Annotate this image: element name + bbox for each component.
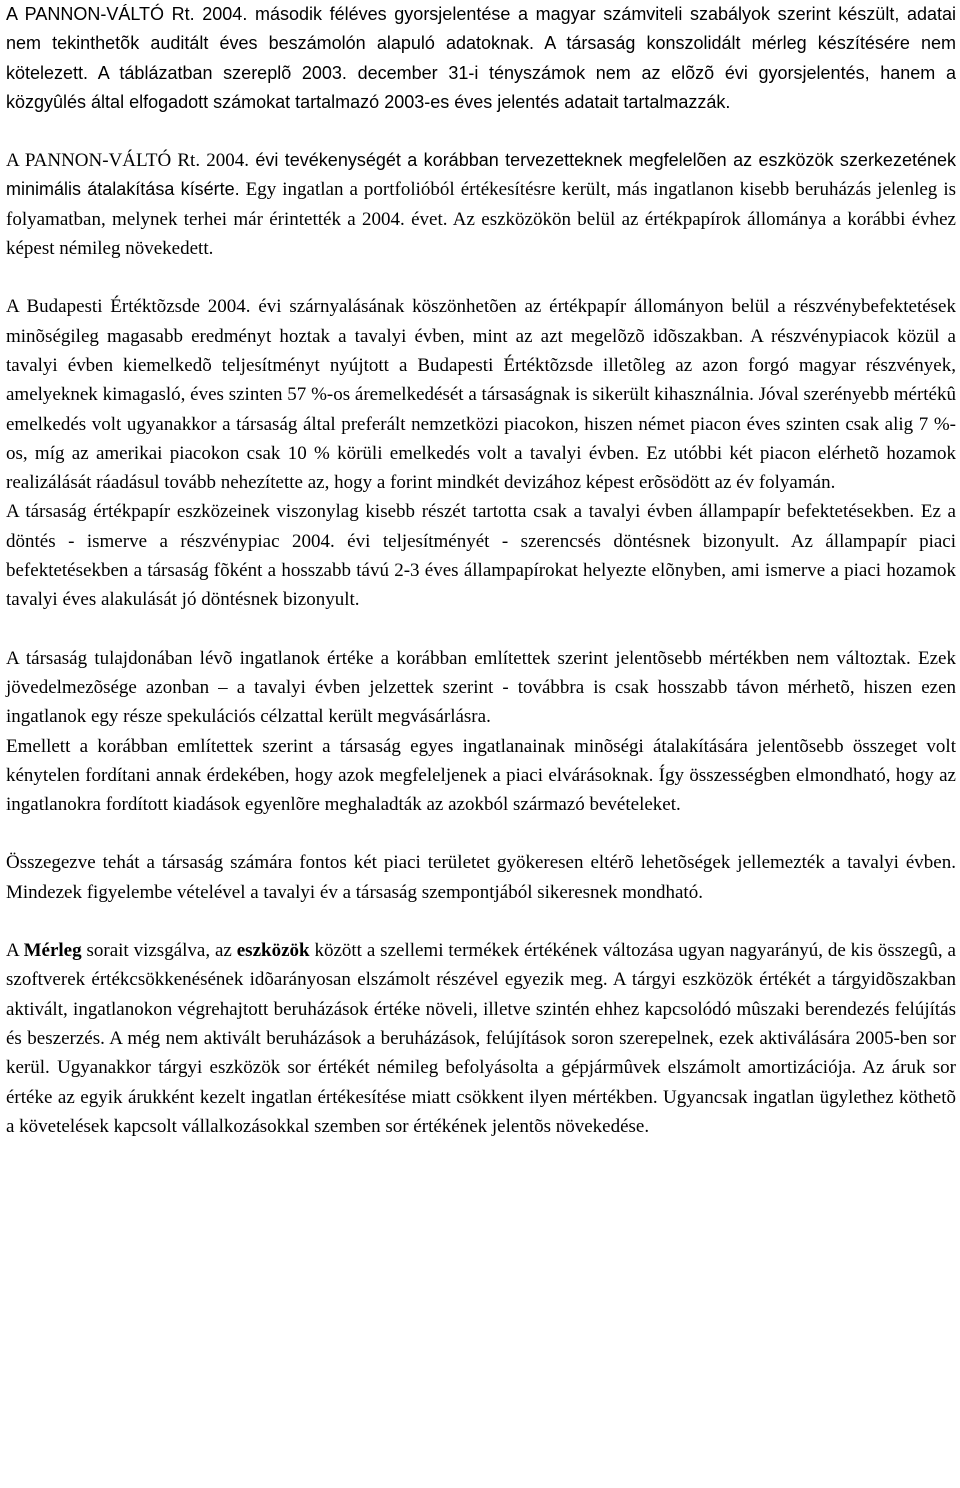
paragraph-summary: Összegezve tehát a társaság számára fontos két piaci területet gyökeresen eltérõ lehetõségek jellemezték a tavalyi évben. Mindezek figyelembe vételével a tavalyi év a társaság szempontjából sikeresnek mondható.	[6, 852, 956, 903]
activity-text-3: Egy ingatlan a portfolióból értékesítésre került, más ingatlanon kisebb beruházás jelenleg is folyamatban, melynek terhei már érintették a 2004. évet. Az eszközökön belül az értékpapírok állománya a korábbi évhez képest némileg növekedett.	[6, 179, 956, 260]
report-basis-text: A PANNON-VÁLTÓ Rt. 2004. második féléves gyorsjelentése a magyar számviteli szabályok szerint készült, adatai nem tekinthetõk auditált éves beszámolón alapuló adatoknak. A társaság konszolidált mérleg készítésére nem kötelezett. A táblázatban szereplõ 2003.	[6, 4, 956, 83]
paragraph-real-estate-renovation: Emellett a korábban említettek szerint a társaság egyes ingatlanainak minõségi átalakítására jelentõsebb összeget volt kénytelen fordítani annak érdekében, hogy azok megfeleljenek a piaci elvárásoknak. Így összességben elmondható, hogy az ingatlanokra fordított kiadások egyenlõre meghaladták az azokból származó bevételeket.	[6, 735, 956, 816]
report-basis-text-cont: december 31-i tényszámok nem az elõzõ évi gyorsjelentés, hanem a közgyûlés által elfogadott számokat tartalmazó 2003-es éves jelentés adatait tartalmazzák.	[6, 62, 956, 112]
document-page	[6, 0, 956, 1141]
assets-term: eszközök	[236, 940, 310, 962]
activity-text-1: A PANNON-VÁLTÓ Rt. 2004.	[6, 150, 249, 172]
paragraph-stock-exchange: A Budapesti Értéktõzsde 2004. évi szárnyalásának köszönhetõen az értékpapír állományon belül a részvénybefektetések minõségileg magasabb eredményt hoztak a tavalyi évben, mint az azt megelõzõ idõszakban. A részvénypiacok közül a tavalyi évben kiemelkedõ teljesítményt nyújtott a Budapesti Értéktõzsde illetõleg az azon forgó magyar részvények, amelyeknek kimagasló, éves szinten 57 %-os áremelkedését a társaságnak is sikerült kihasználnia. Jóval szerényebb mértékû emelkedés volt ugyanakkor a társaság által preferált nemzetközi piacokon, hiszen német piacon éves szinten csak alig 7 %-os, míg az amerikai piacokon csak 10 % körüli emelkedés volt a tavalyi évben. Ez utóbbi két piacon elérhetõ hozamok realizálását ráadásul tovább nehezítette az, hogy a forint mindkét devizához képest erõsödött az év folyamán.	[6, 296, 956, 494]
paragraph-real-estate: A társaság tulajdonában lévõ ingatlanok értéke a korábban említettek szerint jelentõsebb mértékben nem változtak. Ezek jövedelmezõsége azonban – a tavalyi évben jelzettek szerint - továbbra is csak hosszabb távon mérhetõ, hiszen ezen ingatlanok egy része spekulációs célzattal került megvásárlásra.	[6, 647, 956, 728]
balance-text-b: sorait vizsgálva, az	[81, 940, 237, 962]
paragraph-balance-sheet	[6, 936, 956, 1141]
paragraph-report-basis	[6, 0, 956, 117]
paragraph-activity	[6, 146, 956, 263]
balance-text-c: között a szellemi termékek értékének változása ugyan nagyarányú, de kis összegû, a szoftverek értékcsökkenésének idõarányosan elszámolt részével egyezik meg. A tárgyi eszközök értékét a tárgyidõszakban aktivált, ingatlanokon végrehajtott beruházások értéke növeli, illetve szintén ehhez kapcsolódó mûszaki berendezés felújítás és beszerzés. A még nem aktivált beruházások a beruházások, felújítások soron szerepelnek, ezek aktiválására 2005-ben sor kerül. Ugyanakkor tárgyi eszközök sor értékét némileg befolyásolta a gépjármûvek elszámolt amortizációja. Az áruk sor értéke az egyik árukként kezelt ingatlan értékesítése miatt csökkent ilyen mértékben. Ugyancsak ingatlan ügylethez köthetõ a követelések kapcsolt vállalkozásokkal szemben sor értékének jelentõs növekedése.	[6, 940, 956, 1137]
paragraph-government-bonds: A társaság értékpapír eszközeinek viszonylag kisebb részét tartotta csak a tavalyi évben állampapír befektetésekben. Ez a döntés - ismerve a részvénypiac 2004. évi teljesítményét - szerencsés döntésnek bizonyult. Az állampapír piaci befektetésekben a társaság fõként a hosszabb távú 2-3 éves állampapírokat helyezte elõnyben, ami ismerve a piaci hozamok tavalyi éves alakulását jó döntésnek bizonyult.	[6, 501, 956, 611]
balance-sheet-term: Mérleg	[23, 940, 82, 962]
balance-text-a: A	[6, 940, 24, 962]
activity-text-2: évi tevékenységét a korábban tervezetteknek megfelelõen az eszközök szerkezetének minimális átalakítása kísérte.	[6, 150, 956, 200]
